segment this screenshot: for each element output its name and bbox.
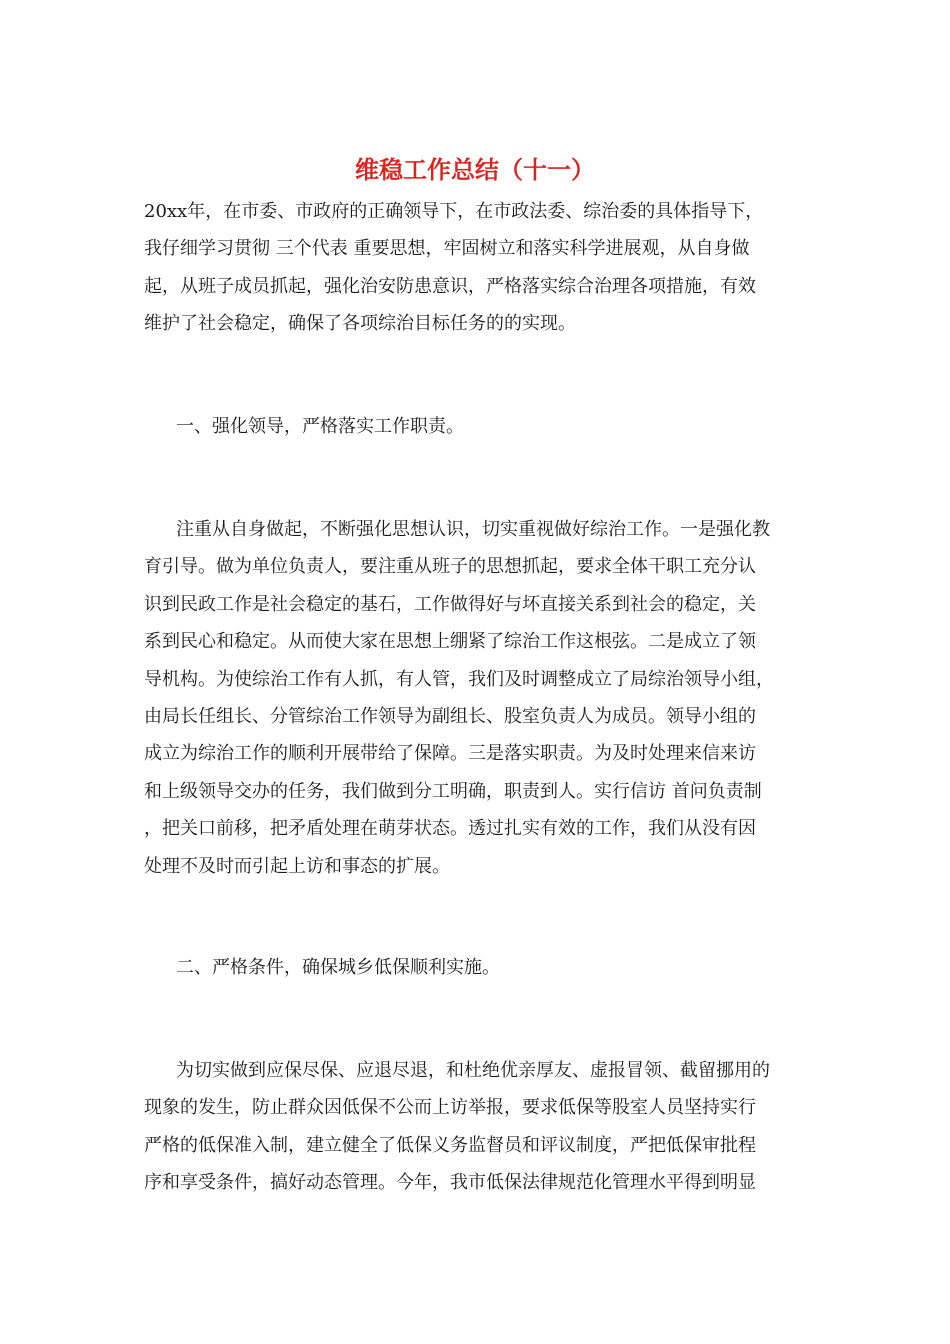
intro-line: 20xx年，在市委、市政府的正确领导下，在市政法委、综治委的具体指导下，: [144, 201, 764, 222]
section1-line: 和上级领导交办的任务，我们做到分工明确，职责到人。实行信访 首问负责制: [144, 780, 762, 802]
section1-paragraph: [144, 511, 810, 885]
section2-line: 现象的发生，防止群众因低保不公而上访举报，要求低保等股室人员坚持实行: [144, 1097, 756, 1119]
intro-paragraph: [144, 193, 810, 343]
section1-line: 系到民心和稳定。从而使大家在思想上绷紧了综治工作这根弦。二是成立了领: [144, 631, 756, 653]
intro-line: 我仔细学习贯彻 三个代表 重要思想，牢固树立和落实科学进展观，从自身做: [144, 238, 750, 260]
intro-line: 起，从班子成员抓起，强化治安防患意识，严格落实综合治理各项措施，有效: [144, 275, 756, 297]
section1-line: 由局长任组长、分管综治工作领导为副组长、股室负责人为成员。领导小组的: [144, 705, 756, 727]
section2-line: 序和享受条件，搞好动态管理。今年，我市低保法律规范化管理水平得到明显: [144, 1172, 756, 1194]
document-title: 维稳工作总结（十一）: [355, 156, 595, 184]
section1-line: 导机构。为使综治工作有人抓，有人管，我们及时调整成立了局综治领导小组，: [144, 668, 774, 690]
section1-line: 育引导。做为单位负责人，要注重从班子的思想抓起，要求全体干职工充分认: [144, 556, 756, 578]
section-heading-2: 二、严格条件，确保城乡低保顺利实施。: [176, 957, 500, 978]
section2-line: 严格的低保准入制，建立健全了低保义务监督员和评议制度，严把低保审批程: [144, 1134, 756, 1156]
section2-line: 为切实做到应保尽保、应退尽退，和杜绝优亲厚友、虚报冒领、截留挪用的: [176, 1060, 770, 1081]
section1-line: ，把关口前移，把矛盾处理在萌芽状态。透过扎实有效的工作，我们从没有因: [144, 818, 756, 840]
section2-paragraph: [144, 1052, 810, 1202]
intro-line: 维护了社会稳定，确保了各项综治目标任务的的实现。: [144, 313, 576, 335]
section1-line: 成立为综治工作的顺利开展带给了保障。三是落实职责。为及时处理来信来访: [144, 743, 756, 765]
section-heading-1: 一、强化领导，严格落实工作职责。: [176, 416, 464, 437]
section1-line: 注重从自身做起，不断强化思想认识，切实重视做好综治工作。一是强化教: [176, 519, 770, 540]
section1-line: 处理不及时而引起上访和事态的扩展。: [144, 855, 450, 877]
section1-line: 识到民政工作是社会稳定的基石，工作做得好与坏直接关系到社会的稳定，关: [144, 593, 756, 615]
